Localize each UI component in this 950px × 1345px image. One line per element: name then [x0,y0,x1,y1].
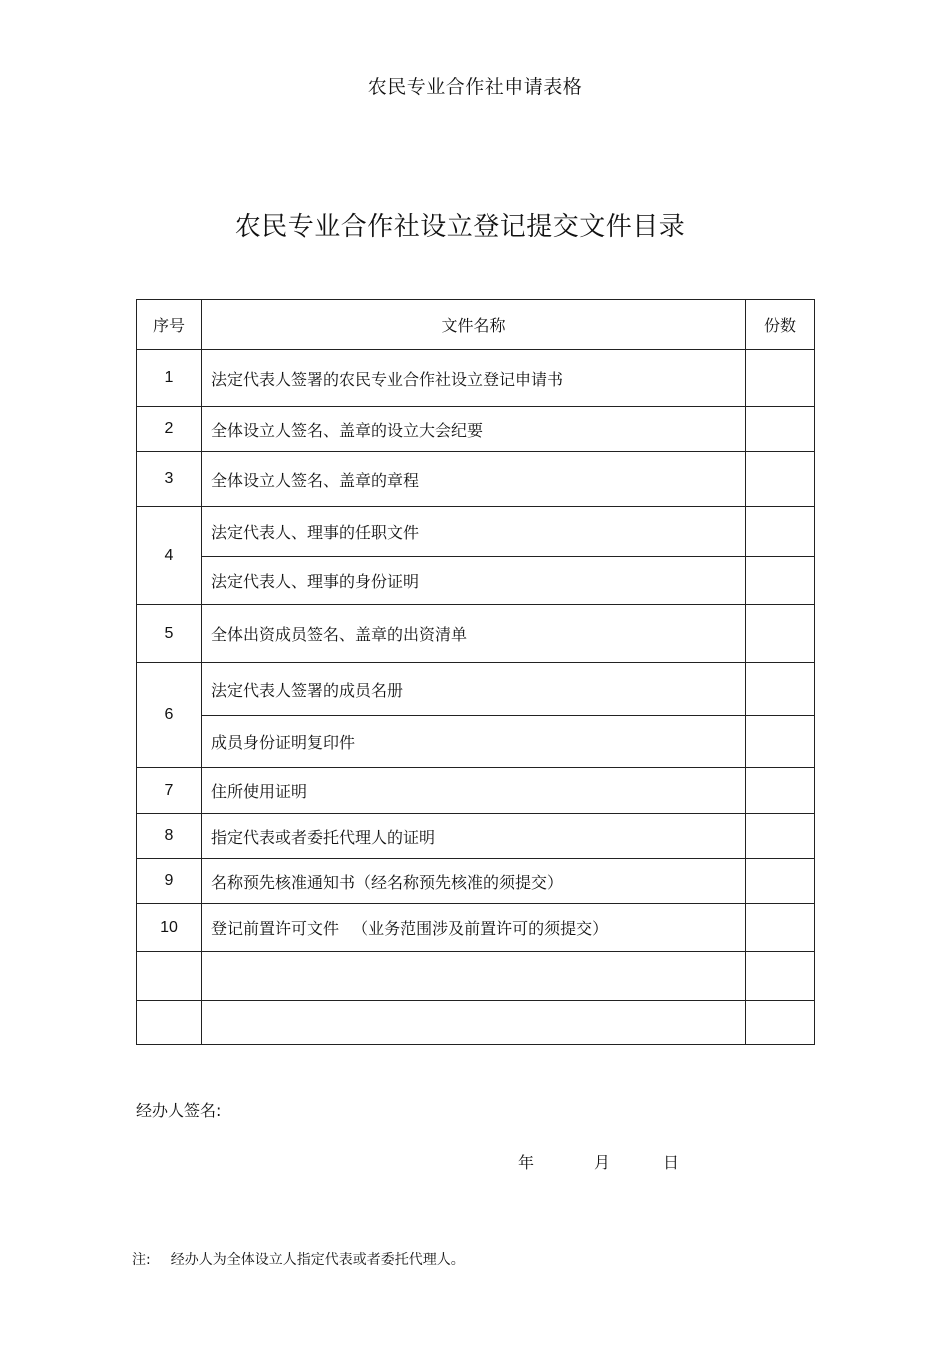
document-name: 指定代表或者委托代理人的证明 [202,814,746,859]
table-row [137,768,815,814]
submission-documents-table [136,299,815,1045]
row-number: 2 [137,407,202,452]
table-row [137,605,815,663]
blank-name-cell[interactable] [202,952,746,1001]
date-month-label: 月 [594,1153,611,1172]
table-row [137,350,815,407]
row-number: 6 [137,663,202,768]
table-row [137,557,815,605]
copies-cell[interactable] [746,407,815,452]
table-row-blank [137,1001,815,1045]
copies-cell[interactable] [746,663,815,716]
document-name: 住所使用证明 [202,768,746,814]
copies-cell[interactable] [746,452,815,507]
blank-name-cell[interactable] [202,1001,746,1045]
blank-number-cell[interactable] [137,1001,202,1045]
table-row [137,859,815,904]
document-name: 名称预先核准通知书（经名称预先核准的须提交） [202,859,746,904]
table-row [137,452,815,507]
table-row [137,814,815,859]
document-name: 法定代表人签署的成员名册 [202,663,746,716]
row-number: 4 [137,507,202,605]
document-name: 法定代表人、理事的任职文件 [202,507,746,557]
copies-cell[interactable] [746,768,815,814]
document-name: 全体设立人签名、盖章的章程 [202,452,746,507]
footnote [132,1249,465,1269]
table-row [137,716,815,768]
date-day-label: 日 [663,1153,680,1172]
document-name: 登记前置许可文件 （业务范围涉及前置许可的须提交） [202,904,746,952]
copies-cell[interactable] [746,952,815,1001]
copies-cell[interactable] [746,716,815,768]
document-title: 农民专业合作社设立登记提交文件目录 [234,212,686,242]
date-year-label: 年 [518,1153,535,1172]
table-row [137,663,815,716]
row-number: 3 [137,452,202,507]
copies-cell[interactable] [746,814,815,859]
header-copies: 份数 [746,300,815,350]
header-title: 农民专业合作社申请表格 [367,76,583,98]
copies-cell[interactable] [746,904,815,952]
document-name: 全体出资成员签名、盖章的出资清单 [202,605,746,663]
row-number: 5 [137,605,202,663]
row-number: 8 [137,814,202,859]
table-row [137,507,815,557]
document-name: 法定代表人签署的农民专业合作社设立登记申请书 [202,350,746,407]
signer-label: 经办人签名: [136,1101,222,1120]
table-header-row [137,300,815,350]
copies-cell[interactable] [746,1001,815,1045]
row-number: 10 [137,904,202,952]
document-name: 成员身份证明复印件 [202,716,746,768]
copies-cell[interactable] [746,859,815,904]
header-serial-number: 序号 [137,300,202,350]
footnote-label: 注: [132,1252,151,1268]
footnote-text: 经办人为全体设立人指定代表或者委托代理人。 [170,1252,465,1268]
blank-number-cell[interactable] [137,952,202,1001]
row-number: 9 [137,859,202,904]
copies-cell[interactable] [746,507,815,557]
document-name: 全体设立人签名、盖章的设立大会纪要 [202,407,746,452]
row-number: 1 [137,350,202,407]
table-row [137,904,815,952]
copies-cell[interactable] [746,605,815,663]
table-row [137,407,815,452]
document-name: 法定代表人、理事的身份证明 [202,557,746,605]
header-document-name: 文件名称 [202,300,746,350]
copies-cell[interactable] [746,557,815,605]
row-number: 7 [137,768,202,814]
copies-cell[interactable] [746,350,815,407]
table-row-blank [137,952,815,1001]
